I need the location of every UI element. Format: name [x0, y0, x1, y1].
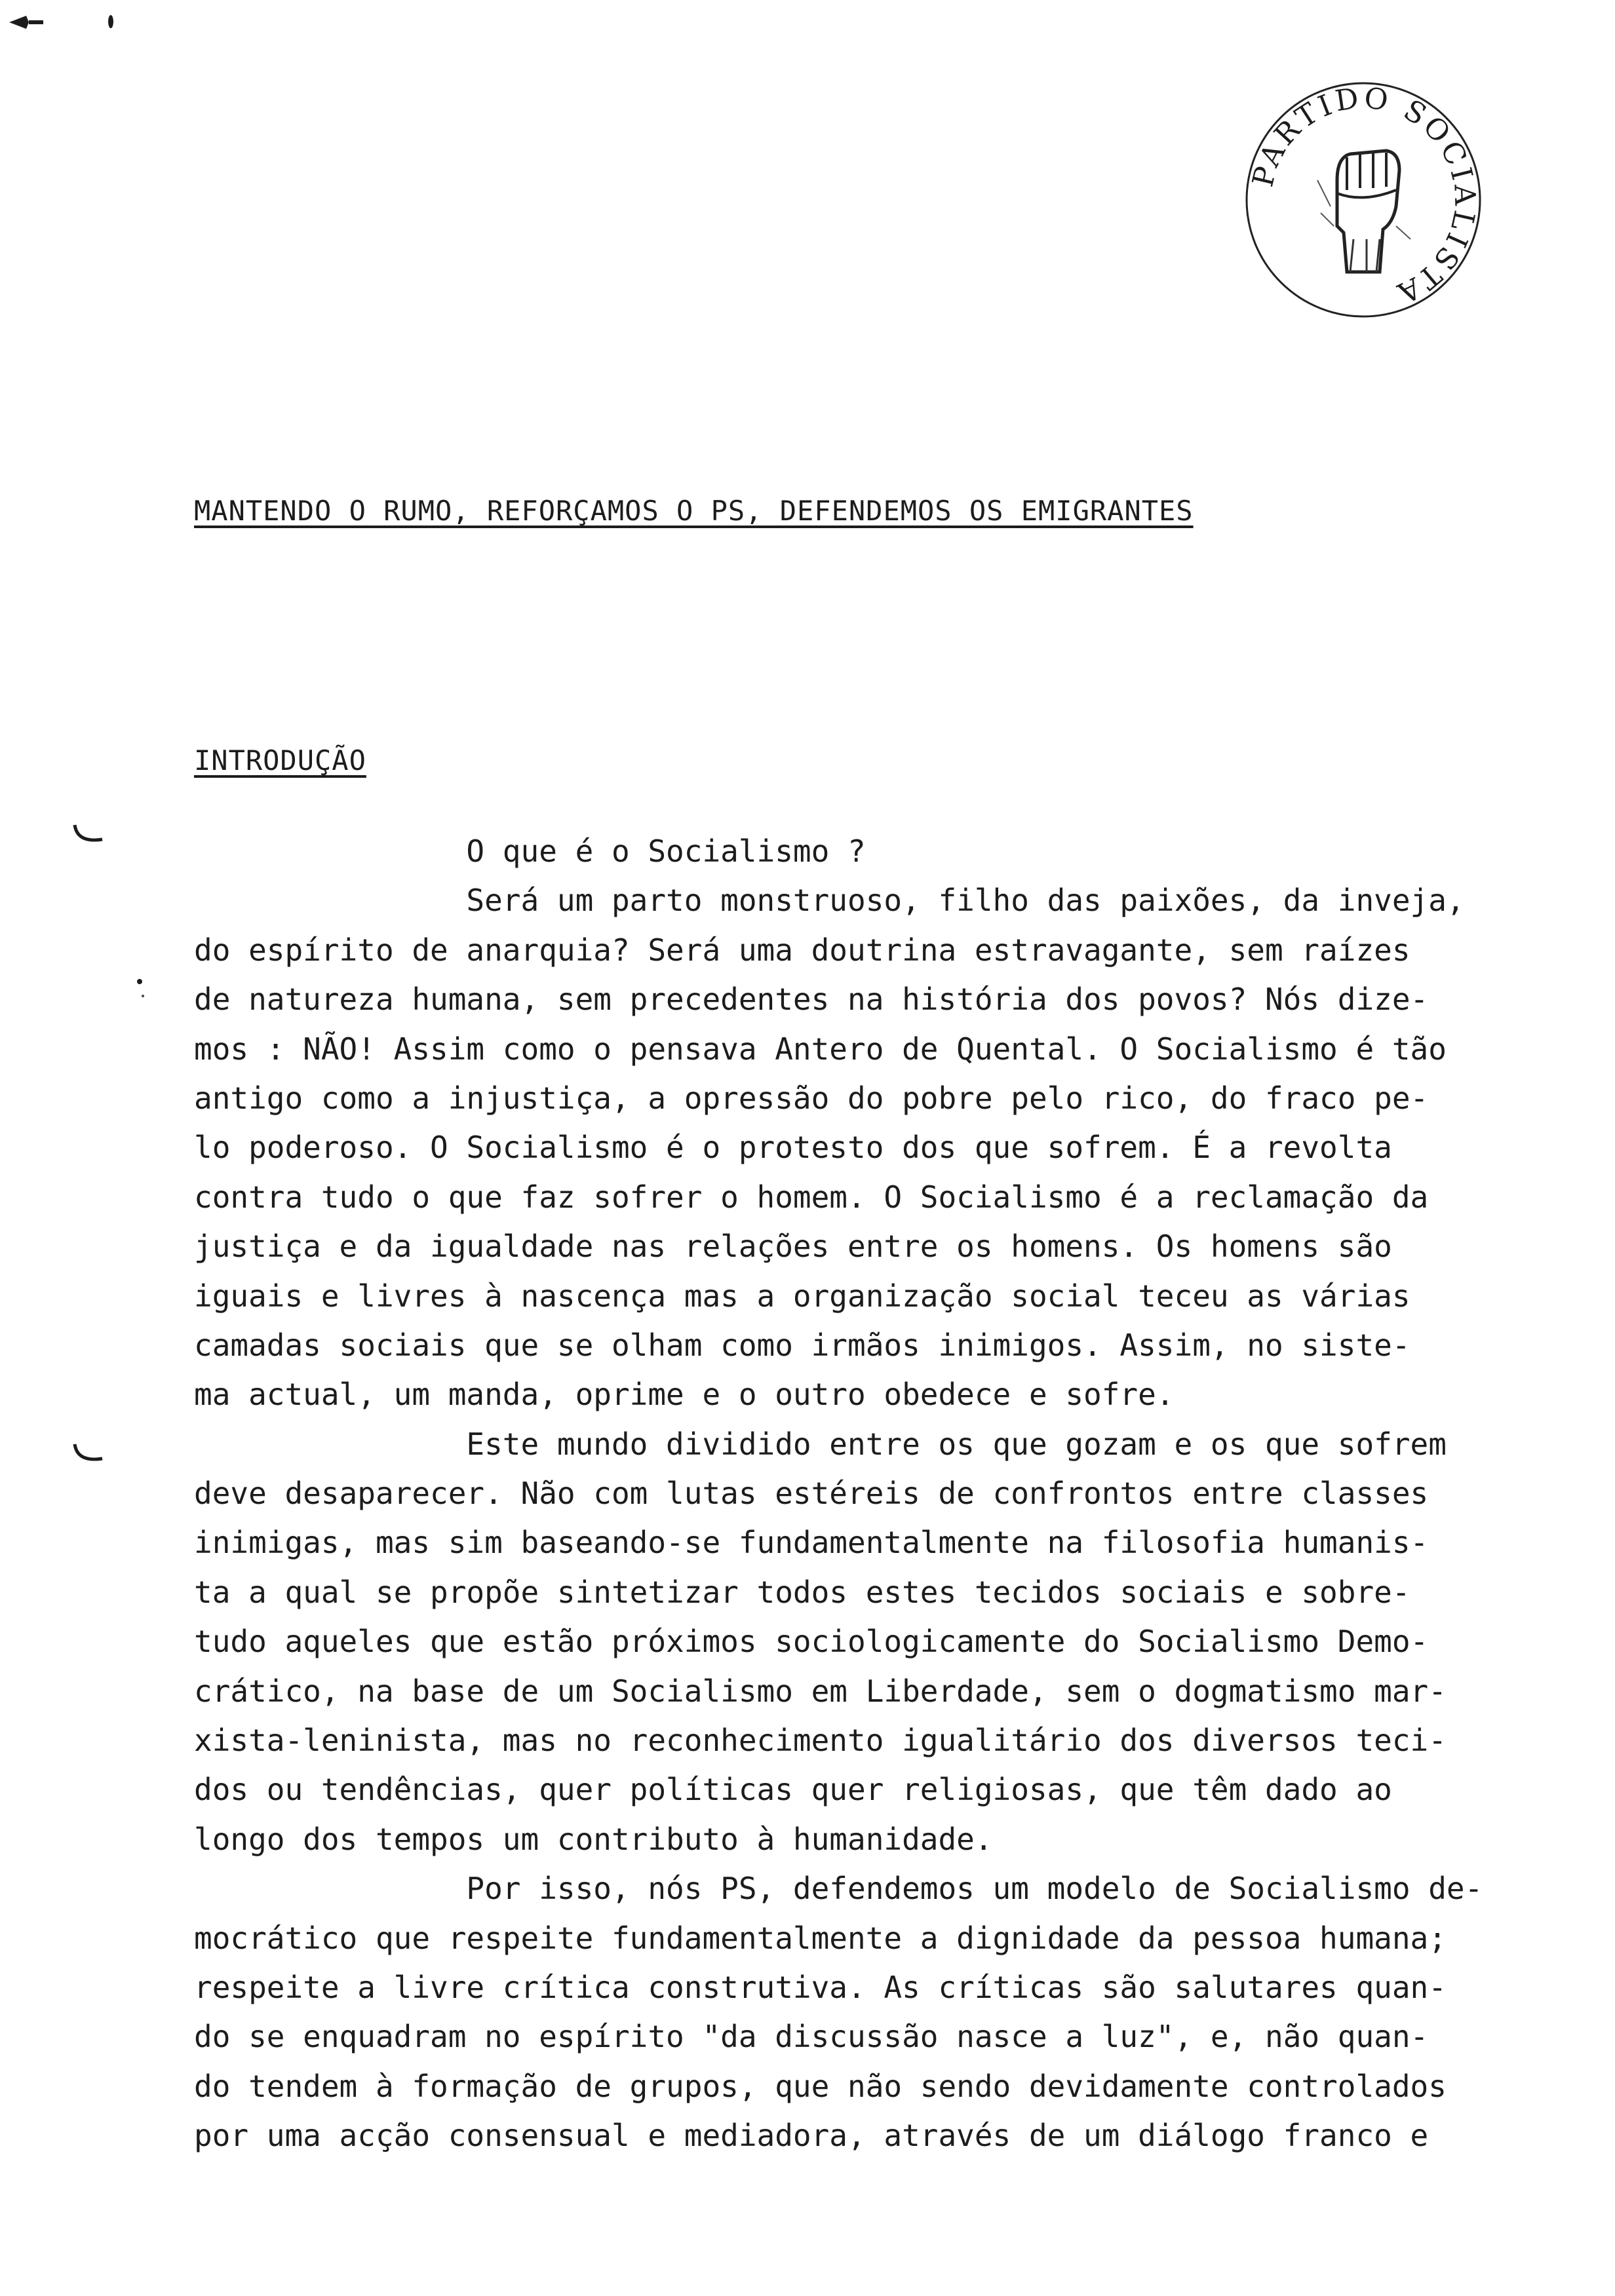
- text-line: respeite a livre crítica construtiva. As críticas são salutares quan-: [194, 1969, 1447, 2005]
- text-line: dos ou tendências, quer políticas quer religiosas, que têm dado ao: [194, 1772, 1392, 1808]
- text-line: mocrático que respeite fundamentalmente a dignidade da pessoa humana;: [194, 1920, 1447, 1956]
- text-line: Será um parto monstruoso, filho das paixões, da inveja,: [194, 883, 1465, 919]
- text-line: tudo aqueles que estão próximos sociologicamente do Socialismo Demo-: [194, 1624, 1429, 1660]
- text-line: antigo como a injustiça, a opressão do pobre pelo rico, do fraco pe-: [194, 1080, 1429, 1116]
- body-text: [194, 827, 1570, 2161]
- text-line: do tendem à formação de grupos, que não sendo devidamente controlados: [194, 2068, 1447, 2104]
- text-line: de natureza humana, sem precedentes na história dos povos? Nós dize-: [194, 982, 1429, 1018]
- text-line: do se enquadram no espírito "da discussão nasce a luz", e, não quan-: [194, 2019, 1429, 2055]
- text-line: camadas sociais que se olham como irmãos inimigos. Assim, no siste-: [194, 1327, 1411, 1363]
- text-line: mos : NÃO! Assim como o pensava Antero de Quental. O Socialismo é tão: [194, 1031, 1447, 1067]
- text-line: longo dos tempos um contributo à humanidade.: [194, 1821, 993, 1857]
- text-line: Este mundo dividido entre os que gozam e os que sofrem: [194, 1426, 1447, 1462]
- section-heading: INTRODUÇÃO: [194, 744, 366, 776]
- party-stamp: [1239, 75, 1488, 324]
- text-line: ta a qual se propõe sintetizar todos estes tecidos sociais e sobre-: [194, 1574, 1411, 1610]
- text-line: do espírito de anarquia? Será uma doutrina estravagante, sem raízes: [194, 932, 1411, 968]
- text-line: O que é o Socialismo ?: [194, 833, 866, 869]
- margin-dot-icon: [134, 976, 147, 1003]
- scan-mark-icon: [7, 9, 59, 35]
- text-line: crático, na base de um Socialismo em Liberdade, sem o dogmatismo mar-: [194, 1673, 1447, 1709]
- document-title: MANTENDO O RUMO, REFORÇAMOS O PS, DEFENDEMOS OS EMIGRANTES: [194, 495, 1194, 527]
- text-line: por uma acção consensual e mediadora, através de um diálogo franco e: [194, 2118, 1429, 2154]
- text-line: deve desaparecer. Não com lutas estéreis de confrontos entre classes: [194, 1476, 1429, 1512]
- text-line: xista-leninista, mas no reconhecimento igualitário dos diversos teci-: [194, 1723, 1447, 1759]
- text-line: ma actual, um manda, oprime e o outro obedece e sofre.: [194, 1377, 1175, 1413]
- text-line: inimigas, mas sim baseando-se fundamentalmente na filosofia humanis-: [194, 1525, 1429, 1561]
- stamp-text: PARTIDO SOCIALISTA: [1246, 81, 1482, 311]
- margin-bracket-icon: [72, 1442, 105, 1468]
- text-line: Por isso, nós PS, defendemos um modelo de Socialismo de-: [194, 1871, 1483, 1907]
- raised-fist-icon: [1317, 151, 1411, 272]
- text-line: justiça e da igualdade nas relações entre os homens. Os homens são: [194, 1229, 1392, 1265]
- svg-text:PARTIDO SOCIALISTA: [1246, 81, 1481, 311]
- text-line: iguais e livres à nascença mas a organização social teceu as várias: [194, 1278, 1411, 1314]
- scan-dot-icon: [106, 12, 115, 31]
- text-line: contra tudo o que faz sofrer o homem. O Socialismo é a reclamação da: [194, 1179, 1429, 1215]
- text-line: lo poderoso. O Socialismo é o protesto dos que sofrem. É a revolta: [194, 1130, 1392, 1166]
- margin-bracket-icon: [72, 822, 105, 849]
